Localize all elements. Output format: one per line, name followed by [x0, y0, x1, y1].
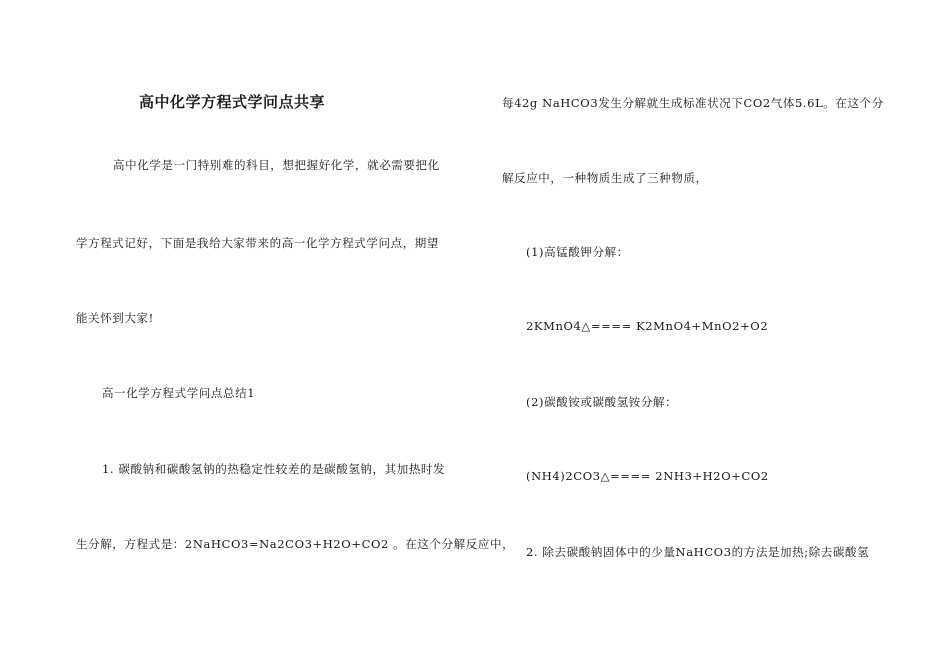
paragraph-line: 能关怀到大家!: [76, 311, 154, 325]
paragraph-line: 学方程式记好，下面是我给大家带来的高一化学方程式学问点，期望: [76, 236, 439, 250]
paragraph-line: 1. 碳酸钠和碳酸氢钠的热稳定性较差的是碳酸氢钠，其加热时发: [102, 462, 446, 476]
paragraph-line: (1)高锰酸钾分解：: [526, 245, 629, 259]
equation-line: (NH4)2CO3△==== 2NH3+H2O+CO2: [526, 469, 769, 483]
paragraph-line: 生分解，方程式是：2NaHCO3=Na2CO3+H2O+CO2 。在这个分解反应中，: [76, 537, 515, 551]
paragraph-line: (2)碳酸铵或碳酸氢铵分解：: [526, 395, 678, 409]
paragraph-line: 高中化学是一门特别难的科目，想把握好化学，就必需要把化: [113, 158, 440, 172]
page-title: 高中化学方程式学问点共享: [138, 93, 325, 111]
paragraph-line: 每42g NaHCO3发生分解就生成标准状况下CO2气体5.6L。在这个分: [502, 96, 884, 110]
paragraph-line: 2. 除去碳酸钠固体中的少量NaHCO3的方法是加热;除去碳酸氢: [526, 545, 870, 559]
section-heading: 高一化学方程式学问点总结1: [102, 386, 256, 400]
paragraph-line: 解反应中，一种物质生成了三种物质，: [502, 171, 708, 185]
equation-line: 2KMnO4△==== K2MnO4+MnO2+O2: [526, 319, 769, 333]
